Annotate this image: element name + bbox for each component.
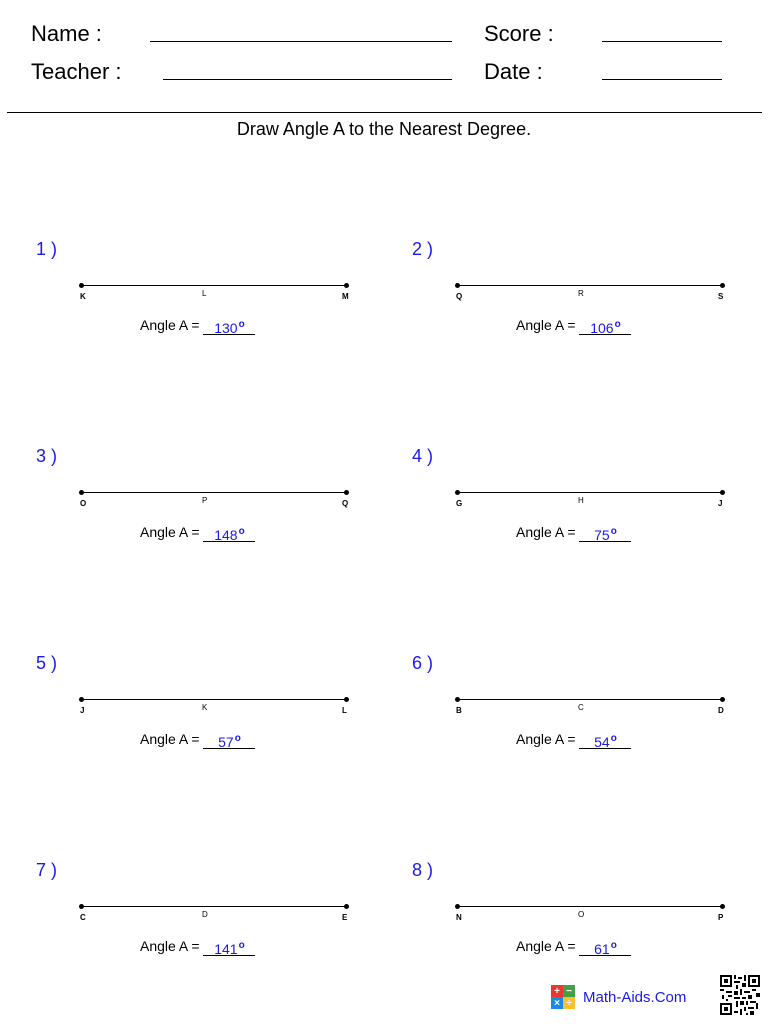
problem-number: 6 ) — [412, 653, 434, 673]
point-label-left: B — [456, 706, 462, 715]
point-label-left: C — [80, 913, 86, 922]
line-segment — [81, 492, 346, 493]
point-label-mid: C — [578, 703, 584, 712]
answer-blank[interactable] — [203, 316, 255, 335]
answer-blank[interactable] — [203, 730, 255, 749]
segment-endpoint — [79, 283, 84, 288]
calculator-icon: + − × ÷ — [551, 985, 575, 1009]
angle-label: Angle A = — [140, 731, 200, 747]
segment-endpoint — [79, 697, 84, 702]
answer-value: 130 — [214, 320, 238, 336]
point-label-right: J — [718, 499, 723, 508]
footer-brand — [551, 985, 686, 1009]
answer-blank[interactable] — [579, 523, 631, 542]
problem-number: 7 ) — [36, 860, 58, 880]
answer-value: 106 — [590, 320, 614, 336]
problem-7 — [36, 860, 366, 960]
line-segment — [81, 285, 346, 286]
qr-code-icon — [720, 975, 760, 1015]
angle-label: Angle A = — [140, 524, 200, 540]
degree-symbol: o — [614, 319, 621, 330]
angle-label: Angle A = — [140, 938, 200, 954]
point-label-right: E — [342, 913, 348, 922]
segment-endpoint — [720, 697, 725, 702]
segment-endpoint — [344, 490, 349, 495]
point-label-left: O — [80, 499, 87, 508]
answer-blank[interactable] — [579, 730, 631, 749]
point-label-mid: O — [578, 910, 585, 919]
segment-endpoint — [720, 904, 725, 909]
angle-answer-row — [516, 316, 631, 335]
degree-symbol: o — [238, 940, 245, 951]
point-label-right: Q — [342, 499, 349, 508]
angle-label: Angle A = — [516, 524, 576, 540]
problem-3 — [36, 446, 366, 546]
point-label-left: N — [456, 913, 462, 922]
degree-symbol: o — [238, 526, 245, 537]
date-field[interactable] — [602, 79, 722, 80]
point-label-mid: R — [578, 289, 584, 298]
problem-number: 3 ) — [36, 446, 58, 466]
problem-number: 4 ) — [412, 446, 434, 466]
problem-number: 8 ) — [412, 860, 434, 880]
segment-endpoint — [455, 904, 460, 909]
point-label-left: J — [80, 706, 85, 715]
point-label-right: S — [718, 292, 724, 301]
problem-number: 2 ) — [412, 239, 434, 259]
problem-5 — [36, 653, 366, 753]
line-segment — [81, 699, 346, 700]
degree-symbol: o — [234, 733, 241, 744]
line-segment — [457, 285, 722, 286]
angle-label: Angle A = — [516, 938, 576, 954]
problem-8 — [412, 860, 742, 960]
answer-blank[interactable] — [579, 937, 631, 956]
answer-value: 141 — [214, 941, 238, 957]
brand-link[interactable]: Math-Aids.Com — [583, 988, 687, 1006]
segment-endpoint — [720, 490, 725, 495]
point-label-mid: L — [202, 289, 207, 298]
angle-answer-row — [140, 937, 255, 956]
point-label-left: G — [456, 499, 463, 508]
answer-blank[interactable] — [579, 316, 631, 335]
name-label: Name : — [31, 21, 102, 46]
angle-answer-row — [516, 937, 631, 956]
segment-endpoint — [720, 283, 725, 288]
point-label-mid: K — [202, 703, 208, 712]
instructions: Draw Angle A to the Nearest Degree. — [236, 119, 532, 139]
segment-endpoint — [344, 283, 349, 288]
point-label-mid: H — [578, 496, 584, 505]
point-label-left: Q — [456, 292, 463, 301]
problem-2 — [412, 239, 742, 339]
problem-4 — [412, 446, 742, 546]
problem-1 — [36, 239, 366, 339]
segment-endpoint — [79, 904, 84, 909]
angle-answer-row — [516, 730, 631, 749]
score-label: Score : — [484, 21, 554, 46]
angle-label: Angle A = — [140, 317, 200, 333]
line-segment — [457, 492, 722, 493]
point-label-mid: P — [202, 496, 208, 505]
name-field[interactable] — [150, 41, 452, 42]
degree-symbol: o — [610, 940, 617, 951]
answer-value: 54 — [594, 734, 610, 750]
teacher-label: Teacher : — [31, 59, 122, 84]
point-label-right: L — [342, 706, 347, 715]
point-label-left: K — [80, 292, 86, 301]
segment-endpoint — [79, 490, 84, 495]
angle-answer-row — [140, 730, 255, 749]
problem-number: 5 ) — [36, 653, 58, 673]
answer-value: 61 — [594, 941, 610, 957]
degree-symbol: o — [610, 526, 617, 537]
angle-answer-row — [140, 316, 255, 335]
line-segment — [81, 906, 346, 907]
problem-number: 1 ) — [36, 239, 58, 259]
answer-blank[interactable] — [203, 523, 255, 542]
point-label-right: P — [718, 913, 724, 922]
angle-answer-row — [140, 523, 255, 542]
degree-symbol: o — [238, 319, 245, 330]
segment-endpoint — [344, 697, 349, 702]
point-label-right: M — [342, 292, 349, 301]
degree-symbol: o — [610, 733, 617, 744]
problem-6 — [412, 653, 742, 753]
line-segment — [457, 699, 722, 700]
date-label: Date : — [484, 59, 543, 84]
answer-value: 57 — [218, 734, 234, 750]
segment-endpoint — [455, 490, 460, 495]
score-field[interactable] — [602, 41, 722, 42]
angle-answer-row — [516, 523, 631, 542]
segment-endpoint — [344, 904, 349, 909]
line-segment — [457, 906, 722, 907]
point-label-right: D — [718, 706, 724, 715]
answer-blank[interactable] — [203, 937, 255, 956]
angle-label: Angle A = — [516, 731, 576, 747]
point-label-mid: D — [202, 910, 208, 919]
angle-label: Angle A = — [516, 317, 576, 333]
answer-value: 75 — [594, 527, 610, 543]
segment-endpoint — [455, 697, 460, 702]
segment-endpoint — [455, 283, 460, 288]
teacher-field[interactable] — [163, 79, 452, 80]
header-divider — [7, 112, 762, 113]
answer-value: 148 — [214, 527, 238, 543]
